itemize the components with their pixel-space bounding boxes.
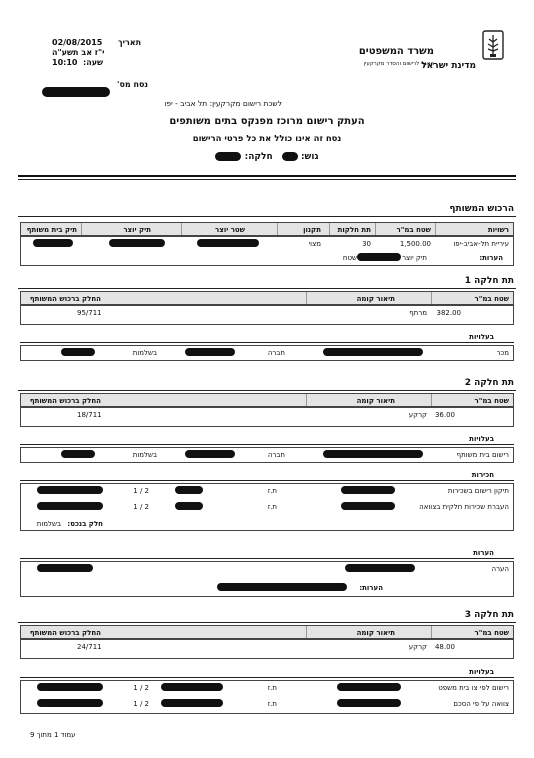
asset-part-label: חלק בנכס: [67, 520, 103, 528]
version-label: נסח מס' [117, 80, 149, 89]
remarks-label: הערות: [479, 254, 503, 262]
sub3-owners-title: בעלויות [469, 668, 494, 676]
sub1-divider [18, 288, 516, 289]
sub2-notes-line [20, 558, 514, 559]
condo-file-redacted [33, 239, 73, 247]
owner3-1-id-redacted [161, 683, 223, 691]
note-remarks-label: הערות: [359, 584, 383, 592]
sub1-owner-name-redacted [323, 348, 423, 356]
sub2-notes-table [20, 561, 514, 597]
owner3-2-type: צוואה על פי הסכם [453, 700, 509, 708]
sub2-floor: קרקע [408, 411, 427, 419]
note-type: הערה [491, 565, 509, 573]
sub2-leases-title: חכירות [471, 471, 494, 479]
owner3-1-name-redacted [337, 683, 401, 691]
sub1-owners-title: בעלויות [469, 333, 494, 341]
sub1-title: תת חלקה 1 [464, 276, 514, 286]
owner3-2-id-label: ת.ז [267, 700, 277, 708]
document-note: נסח זה אינו כולל את כל פרטי הרישום [192, 134, 342, 144]
sub1-col-share: החלק ברכוש המשותף [29, 295, 101, 303]
asset-part-value: בשלמות [36, 520, 61, 528]
common-data-row [20, 236, 514, 266]
note-remarks-redacted [217, 583, 347, 591]
page-number: עמוד 1 מתוך 9 [30, 731, 76, 739]
date-label: תאריך [118, 38, 142, 47]
lease-1-extra-redacted [37, 486, 103, 494]
sub2-owner-name-redacted [323, 450, 423, 458]
sub3-data-row [20, 639, 514, 659]
authority-value: עיריית תל-אביב-יפו [453, 240, 509, 248]
ministry-name: משרד המשפטים [358, 46, 434, 57]
document-title: העתק רישום מרוכז מפנקס בתים משותפים [169, 116, 365, 127]
common-divider [18, 216, 516, 217]
lease-2-portion: 1 / 2 [133, 503, 149, 511]
owner3-2-id-redacted [161, 699, 223, 707]
office-line: לשכת רישום מקרקעין: תל אביב - יפו [164, 99, 282, 108]
col-condo-file: תיק בית משותף [26, 226, 77, 234]
sub2-owner-row [20, 447, 514, 463]
sub2-owners-title: בעלויות [469, 435, 494, 443]
sub3-col-floor: תיאור קומה [356, 629, 395, 637]
area-value: 1,500.00 [399, 240, 431, 248]
parcel-redacted [215, 152, 241, 161]
lease-2-id-redacted [175, 502, 203, 510]
col-subparcels: תת חלקות [337, 226, 371, 234]
sub2-data-row [20, 407, 514, 427]
subparcels-value: 30 [362, 240, 371, 248]
sub3-title: תת חלקה 3 [464, 610, 514, 620]
sub1-floor: מרתף [409, 309, 427, 317]
sub2-col-floor: תיאור קומה [356, 397, 395, 405]
owner3-1-id-label: ת.ז [267, 684, 277, 692]
sub1-col-area: שטח במ"ר [474, 295, 509, 303]
owner3-2-extra-redacted [37, 699, 103, 707]
sub2-owner-portion: בשלמות [132, 451, 157, 459]
sub2-title: תת חלקה 2 [464, 378, 514, 388]
sub2-owners-line [20, 444, 514, 445]
sub1-owner-type: מכר [496, 349, 509, 357]
block-parcel [0, 152, 534, 162]
sub1-owners-line [20, 342, 514, 343]
sub3-header-row [20, 625, 514, 639]
owner3-2-portion: 1 / 2 [133, 700, 149, 708]
bylaws-value: מצוי [308, 240, 321, 248]
note-name-redacted [345, 564, 415, 572]
sub1-owner-portion: בשלמות [132, 349, 157, 357]
state-emblem-icon [482, 30, 504, 60]
sub2-leases-table [20, 483, 514, 531]
sub2-share: 18/711 [77, 411, 102, 419]
note-extra-redacted [37, 564, 93, 572]
sub3-area: 48.00 [434, 643, 455, 651]
remarks-tail: שטח [342, 254, 357, 262]
sub2-owner-extra-redacted [61, 450, 95, 458]
state-name: מדינת ישראל [421, 61, 476, 71]
sub3-col-area: שטח במ"ר [474, 629, 509, 637]
lease-2-id-label: ת.ז [267, 503, 277, 511]
owner3-2-name-redacted [337, 699, 401, 707]
col-creating-deed: שטר יוצר [215, 226, 245, 234]
block-redacted [282, 152, 298, 161]
sub1-owner-id-redacted [185, 348, 235, 356]
version-redacted [42, 81, 110, 100]
lease-1-id-label: ת.ז [267, 487, 277, 495]
date-value: 02/08/2015 [52, 38, 103, 47]
title-divider-thin [18, 179, 516, 180]
sub3-share: 24/711 [77, 643, 102, 651]
creating-deed-redacted [197, 239, 259, 247]
col-authorities: רשויות [487, 226, 509, 234]
col-creating-file: תיק יוצר [123, 226, 151, 234]
col-bylaws: תקנון [303, 226, 321, 234]
sub1-share: 95/711 [77, 309, 102, 317]
sub2-notes-title: הערות [473, 549, 494, 557]
owner3-1-extra-redacted [37, 683, 103, 691]
time-label: שעה: [83, 58, 104, 67]
sub1-owner-extra-redacted [61, 348, 95, 356]
sub1-area: 382.00 [436, 309, 461, 317]
sub2-col-share: החלק ברכוש המשותף [29, 397, 101, 405]
common-title: הרכוש המשותף [449, 204, 514, 214]
lease-1-id-redacted [175, 486, 203, 494]
owner3-1-portion: 1 / 2 [133, 684, 149, 692]
sub2-header-row [20, 393, 514, 407]
remarks-value: תיק יוצר [402, 254, 427, 262]
sub3-owners-line [20, 677, 514, 678]
ministry-subtitle: האגף לרישום והסדר מקרקעין [363, 61, 434, 67]
sub1-owner-kind: חברה [267, 349, 285, 357]
parcel-label: חלקה: [244, 152, 273, 162]
creating-file-redacted [109, 239, 165, 247]
lease-2-extra-redacted [37, 502, 103, 510]
lease-1-name-redacted [341, 486, 395, 494]
sub2-owner-kind: חברה [267, 451, 285, 459]
owner3-1-type: רישום לפי צו בית משפט [438, 684, 509, 692]
sub3-floor: קרקע [408, 643, 427, 651]
sub2-leases-line [20, 480, 514, 481]
sub1-col-floor: תיאור קומה [356, 295, 395, 303]
sub1-header-row [20, 291, 514, 305]
title-divider [18, 175, 516, 177]
remarks-redacted [357, 253, 401, 261]
sub2-owner-id-redacted [185, 450, 235, 458]
sub2-owner-type: רישום בית משותף [456, 451, 509, 459]
sub3-divider [18, 622, 516, 623]
lease-1-portion: 1 / 2 [133, 487, 149, 495]
lease-2-type: העברת שכירות חלקית בצוואה [419, 503, 509, 511]
hebrew-date: י"ז אב תשע"ה [52, 48, 105, 57]
sub3-col-share: החלק ברכוש המשותף [29, 629, 101, 637]
time-value: 10:10 [52, 58, 78, 67]
sub2-col-area: שטח במ"ר [474, 397, 509, 405]
col-area: שטח במ"ר [396, 226, 431, 234]
lease-2-name-redacted [341, 502, 395, 510]
sub2-area: 36.00 [434, 411, 455, 419]
sub1-owner-row [20, 345, 514, 361]
sub2-divider [18, 390, 516, 391]
block-label: גוש: [300, 152, 319, 162]
lease-1-type: תיקון רישום בשכירות [447, 487, 509, 495]
sub3-owners-table [20, 680, 514, 714]
sub1-data-row [20, 305, 514, 325]
common-header-row [20, 222, 514, 236]
